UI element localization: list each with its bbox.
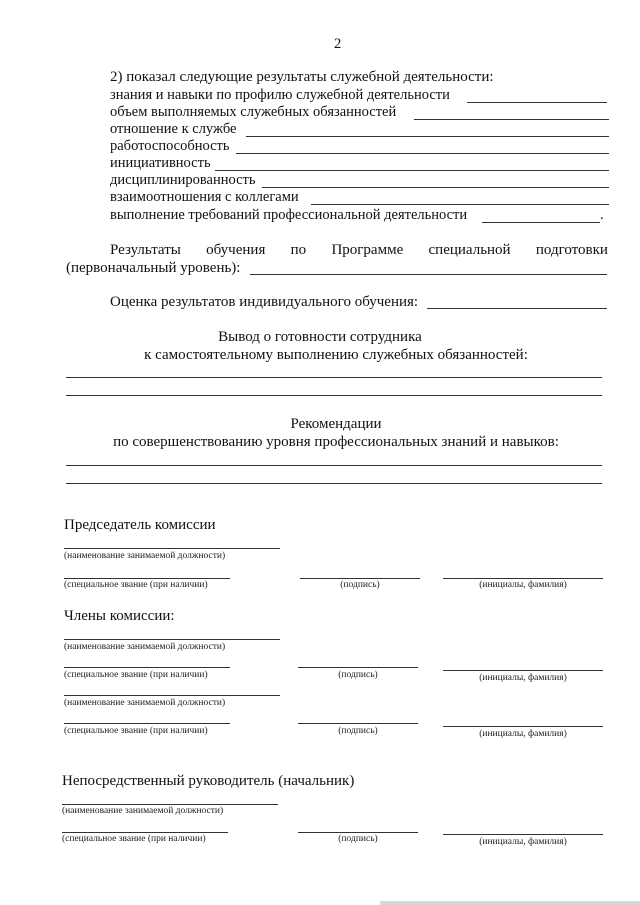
conclusion-line-1[interactable] [66, 377, 602, 378]
chairman-signature-line[interactable] [300, 578, 420, 579]
member2-rank-caption: (специальное звание (при наличии) [64, 726, 208, 736]
results-intro: 2) показал следующие результаты служебной деятельности: [110, 69, 494, 85]
results-item-volume: объем выполняемых служебных обязанностей [110, 104, 397, 120]
recommendations-title-1: Рекомендации [290, 416, 382, 432]
training-word: Результаты [110, 242, 181, 258]
results-item-requirements: выполнение требований профессиональной деятельности [110, 207, 468, 223]
member1-signature-caption: (подпись) [338, 670, 378, 680]
conclusion-title-1: Вывод о готовности сотрудника [218, 329, 422, 345]
member2-rank-line[interactable] [64, 723, 230, 724]
chairman-position-line[interactable] [64, 548, 280, 549]
page-number: 2 [334, 36, 342, 52]
individual-label: Оценка результатов индивидуального обучения: [110, 294, 419, 310]
results-item-requirements-period: . [600, 207, 604, 223]
conclusion-line-2[interactable] [66, 395, 602, 396]
member2-signature-line[interactable] [298, 723, 418, 724]
results-item-attitude-line[interactable] [246, 136, 609, 137]
members-heading: Члены комиссии: [64, 608, 175, 624]
scan-edge-shadow [380, 901, 640, 905]
supervisor-heading: Непосредственный руководитель (начальник) [62, 773, 355, 789]
member2-name-line[interactable] [443, 726, 603, 727]
supervisor-rank-line[interactable] [62, 832, 228, 833]
member2-position-line[interactable] [64, 695, 280, 696]
results-item-relations: взаимоотношения с коллегами [110, 189, 299, 205]
results-item-attitude: отношение к службе [110, 121, 237, 137]
member1-rank-caption: (специальное звание (при наличии) [64, 670, 208, 680]
training-word: подготовки [535, 242, 608, 258]
conclusion-title-2: к самостоятельному выполнению служебных обязанностей: [144, 347, 528, 363]
supervisor-signature-caption: (подпись) [338, 834, 378, 844]
training-word: специальной [428, 242, 511, 258]
results-item-discipline-line[interactable] [262, 187, 609, 188]
results-item-capacity-line[interactable] [236, 153, 609, 154]
results-item-discipline: дисциплинированность [110, 172, 256, 188]
results-item-capacity: работоспособность [110, 138, 230, 154]
training-word: обучения [206, 242, 266, 258]
supervisor-name-line[interactable] [443, 834, 603, 835]
member1-name-caption: (инициалы, фамилия) [479, 673, 567, 683]
chairman-position-caption: (наименование занимаемой должности) [64, 551, 226, 561]
individual-answer-line[interactable] [427, 308, 607, 309]
training-word: Программе [331, 242, 404, 258]
member2-name-caption: (инициалы, фамилия) [479, 729, 567, 739]
training-line-1 [110, 241, 608, 259]
results-item-initiative: инициативность [110, 155, 211, 171]
chairman-rank-caption: (специальное звание (при наличии) [64, 580, 208, 590]
supervisor-position-caption: (наименование занимаемой должности) [62, 806, 224, 816]
member1-rank-line[interactable] [64, 667, 230, 668]
supervisor-signature-line[interactable] [298, 832, 418, 833]
results-item-initiative-line[interactable] [215, 170, 609, 171]
member1-signature-line[interactable] [298, 667, 418, 668]
training-line-2: (первоначальный уровень): [66, 260, 241, 276]
member1-position-line[interactable] [64, 639, 280, 640]
recommendations-title-2: по совершенствованию уровня профессиональных знаний и навыков: [113, 434, 559, 450]
results-item-relations-line[interactable] [311, 204, 609, 205]
supervisor-position-line[interactable] [62, 804, 278, 805]
results-item-requirements-line[interactable] [482, 222, 600, 223]
results-item-knowledge-line[interactable] [467, 102, 607, 103]
chairman-name-line[interactable] [443, 578, 603, 579]
recommendations-line-2[interactable] [66, 483, 602, 484]
chairman-heading: Председатель комиссии [64, 517, 216, 533]
member1-name-line[interactable] [443, 670, 603, 671]
results-item-knowledge: знания и навыки по профилю служебной деятельности [110, 87, 450, 103]
chairman-rank-line[interactable] [64, 578, 230, 579]
member1-position-caption: (наименование занимаемой должности) [64, 642, 226, 652]
results-item-volume-line[interactable] [414, 119, 609, 120]
training-answer-line[interactable] [250, 274, 607, 275]
member2-signature-caption: (подпись) [338, 726, 378, 736]
supervisor-rank-caption: (специальное звание (при наличии) [62, 834, 206, 844]
training-word: по [290, 242, 307, 258]
recommendations-line-1[interactable] [66, 465, 602, 466]
member2-position-caption: (наименование занимаемой должности) [64, 698, 226, 708]
chairman-signature-caption: (подпись) [340, 580, 380, 590]
supervisor-name-caption: (инициалы, фамилия) [479, 837, 567, 847]
chairman-name-caption: (инициалы, фамилия) [479, 580, 567, 590]
